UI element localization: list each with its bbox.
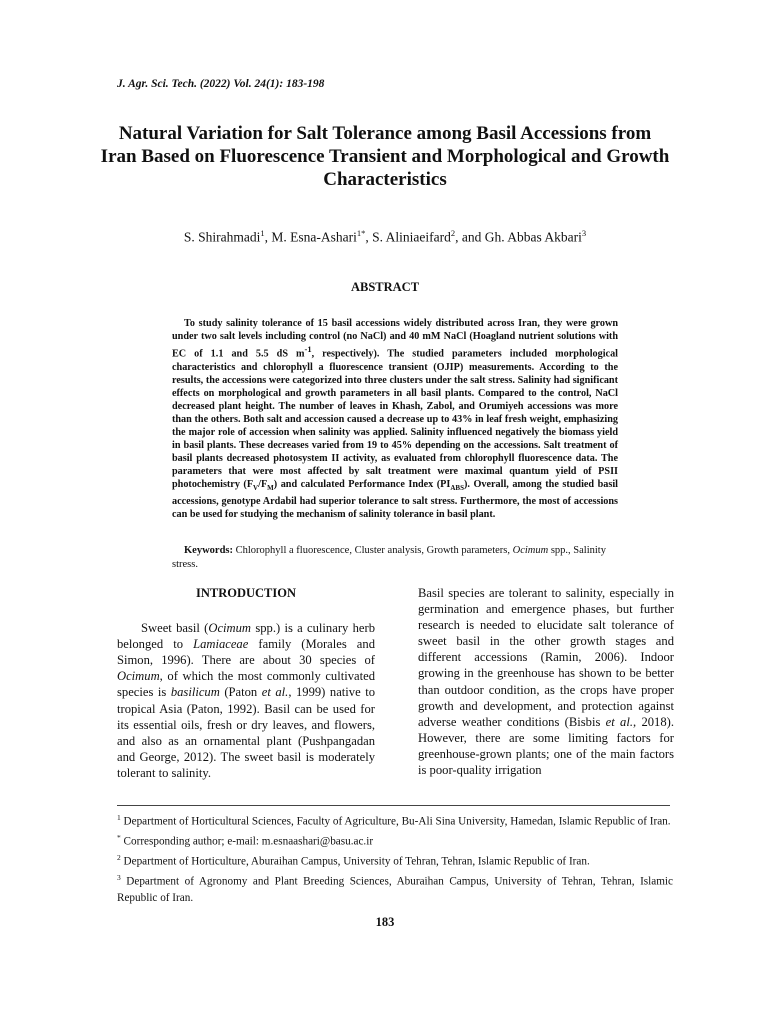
footnote: $^1$ Department of Horticultural Sciences, Faculty of Agriculture, Bu-Ali Sina University, Hamedan, Islamic Republic of Iran. <box>117 813 671 828</box>
author-affiliation-mark: 3 <box>581 228 587 238</box>
keywords-label: Keywords: <box>184 545 233 556</box>
introduction-paragraph: Sweet basil (Ocimum spp.) is a culinary herb belonged to Lamiaceae family (Morales and Simon, 1996). There are about 30 species of Ocimum, of which the most commonly cultivated species is basilicum (Paton et al., 1999) native to tropical Asia (Paton, 1992). Basil can be used for its essential oils, fresh or dry leaves, and flowers, and also as an ornamental plant (Pushpangadan and George, 2012). The sweet basil is moderately tolerant to salinity. <box>117 621 375 780</box>
author-affiliation-mark: 1* <box>356 228 366 238</box>
footnotes <box>117 810 673 906</box>
author: S. Aliniaeifard <box>372 229 451 245</box>
footnote-separator <box>117 805 670 806</box>
introduction-paragraph-continued: Basil species are tolerant to salinity, especially in germination and emergence phases, but further research is needed to elucidate salt tolerance of sweet basil in the other growth stages and different accessions (Ramin, 2006). Indoor growing in the greenhouse has shown to be better than outdoor condition, as the crops have proper growth and development, and protection against adverse weather conditions (Bisbis et al., 2018). However, there are some limiting factors for greenhouse-grown plants; one of the main factors is poor-quality irrigation <box>418 586 674 778</box>
page-number: 183 <box>375 915 395 929</box>
author: M. Esna-Ashari <box>271 229 357 245</box>
author: Gh. Abbas Akbari <box>484 229 582 245</box>
introduction-heading: INTRODUCTION <box>195 586 296 600</box>
footnote: $^2$ Department of Horticulture, Aburaihan Campus, University of Tehran, Tehran, Islamic Republic of Iran. <box>117 853 590 869</box>
abstract-body: To study salinity tolerance of 15 basil accessions widely distributed across Iran, they were grown under two salt levels including control (no NaCl) and 40 mM NaCl (Hoagland nutrient solutions with EC of 1.1 and 5.5 dS $m^{-1}$, respectively). The studied parameters included morphological characteristics and chlorophyll a fluorescence transient (OJIP) measurements. According to the results, the accessions were categorized into three clusters under the salt stress. Salinity had significant effects on morphological and growth parameters in all basil plants. Compared to the control, NaCl decreased plant height. The number of leaves in Khash, Zabol, and Orumiyeh accessions was more than the others. Both salt and accession caused a decrease up to 43% in leaf fresh weight, emphasizing the major role of accession when salinity was applied. Salinity influenced negatively the biomass yield in basil plants. These decreases varied from 19 to 45% depending on the accessions. Salt treatment of basil plants decreased photosystem II activity, as evaluated from chlorophyll fluorescence data. The parameters that were most affected by salt treatment were maximal quantum yield of PSII photochemistry $(F_V/F_M)$ and calculated Performance Index $(PI_{ABS})$. Overall, among the studied basil accessions, genotype Ardabil had superior tolerance to salt stress. Furthermore, the most of accessions can be used for studying the mechanism of salinity tolerance in basil plant. <box>172 318 618 521</box>
keywords: Keywords: Chlorophyll a fluorescence, Cluster analysis, Growth parameters, Ocimum spp., Salinity stress. <box>172 545 606 570</box>
author-list: S. Shirahmadi$^1$, M. Esna-Ashari$^{1*}$, S. Aliniaeifard$^2$, and Gh. Abbas Akbari$^3$ <box>183 228 587 245</box>
abstract-heading: ABSTRACT <box>350 280 420 294</box>
journal-citation: J. Agr. Sci. Tech. (2022) Vol. 24(1): 183-198 <box>117 78 325 90</box>
right-column <box>418 585 674 778</box>
author: S. Shirahmadi <box>183 229 261 245</box>
paper-title: Natural Variation for Salt Tolerance among Basil Accessions from Iran Based on Fluorescence Transient and Morphological and Growth Characteristics <box>100 123 670 190</box>
author-affiliation-mark: 2 <box>450 228 456 238</box>
author-affiliation-mark: 1 <box>260 228 265 238</box>
left-column <box>117 585 375 781</box>
footnote: * Corresponding author; e-mail: m.esnaashari@basu.ac.ir <box>117 833 374 848</box>
footnote: $^3$ Department of Agronomy and Plant Breeding Sciences, Aburaihan Campus, University of Tehran, Tehran, Islamic Republic of Iran. <box>117 873 673 904</box>
